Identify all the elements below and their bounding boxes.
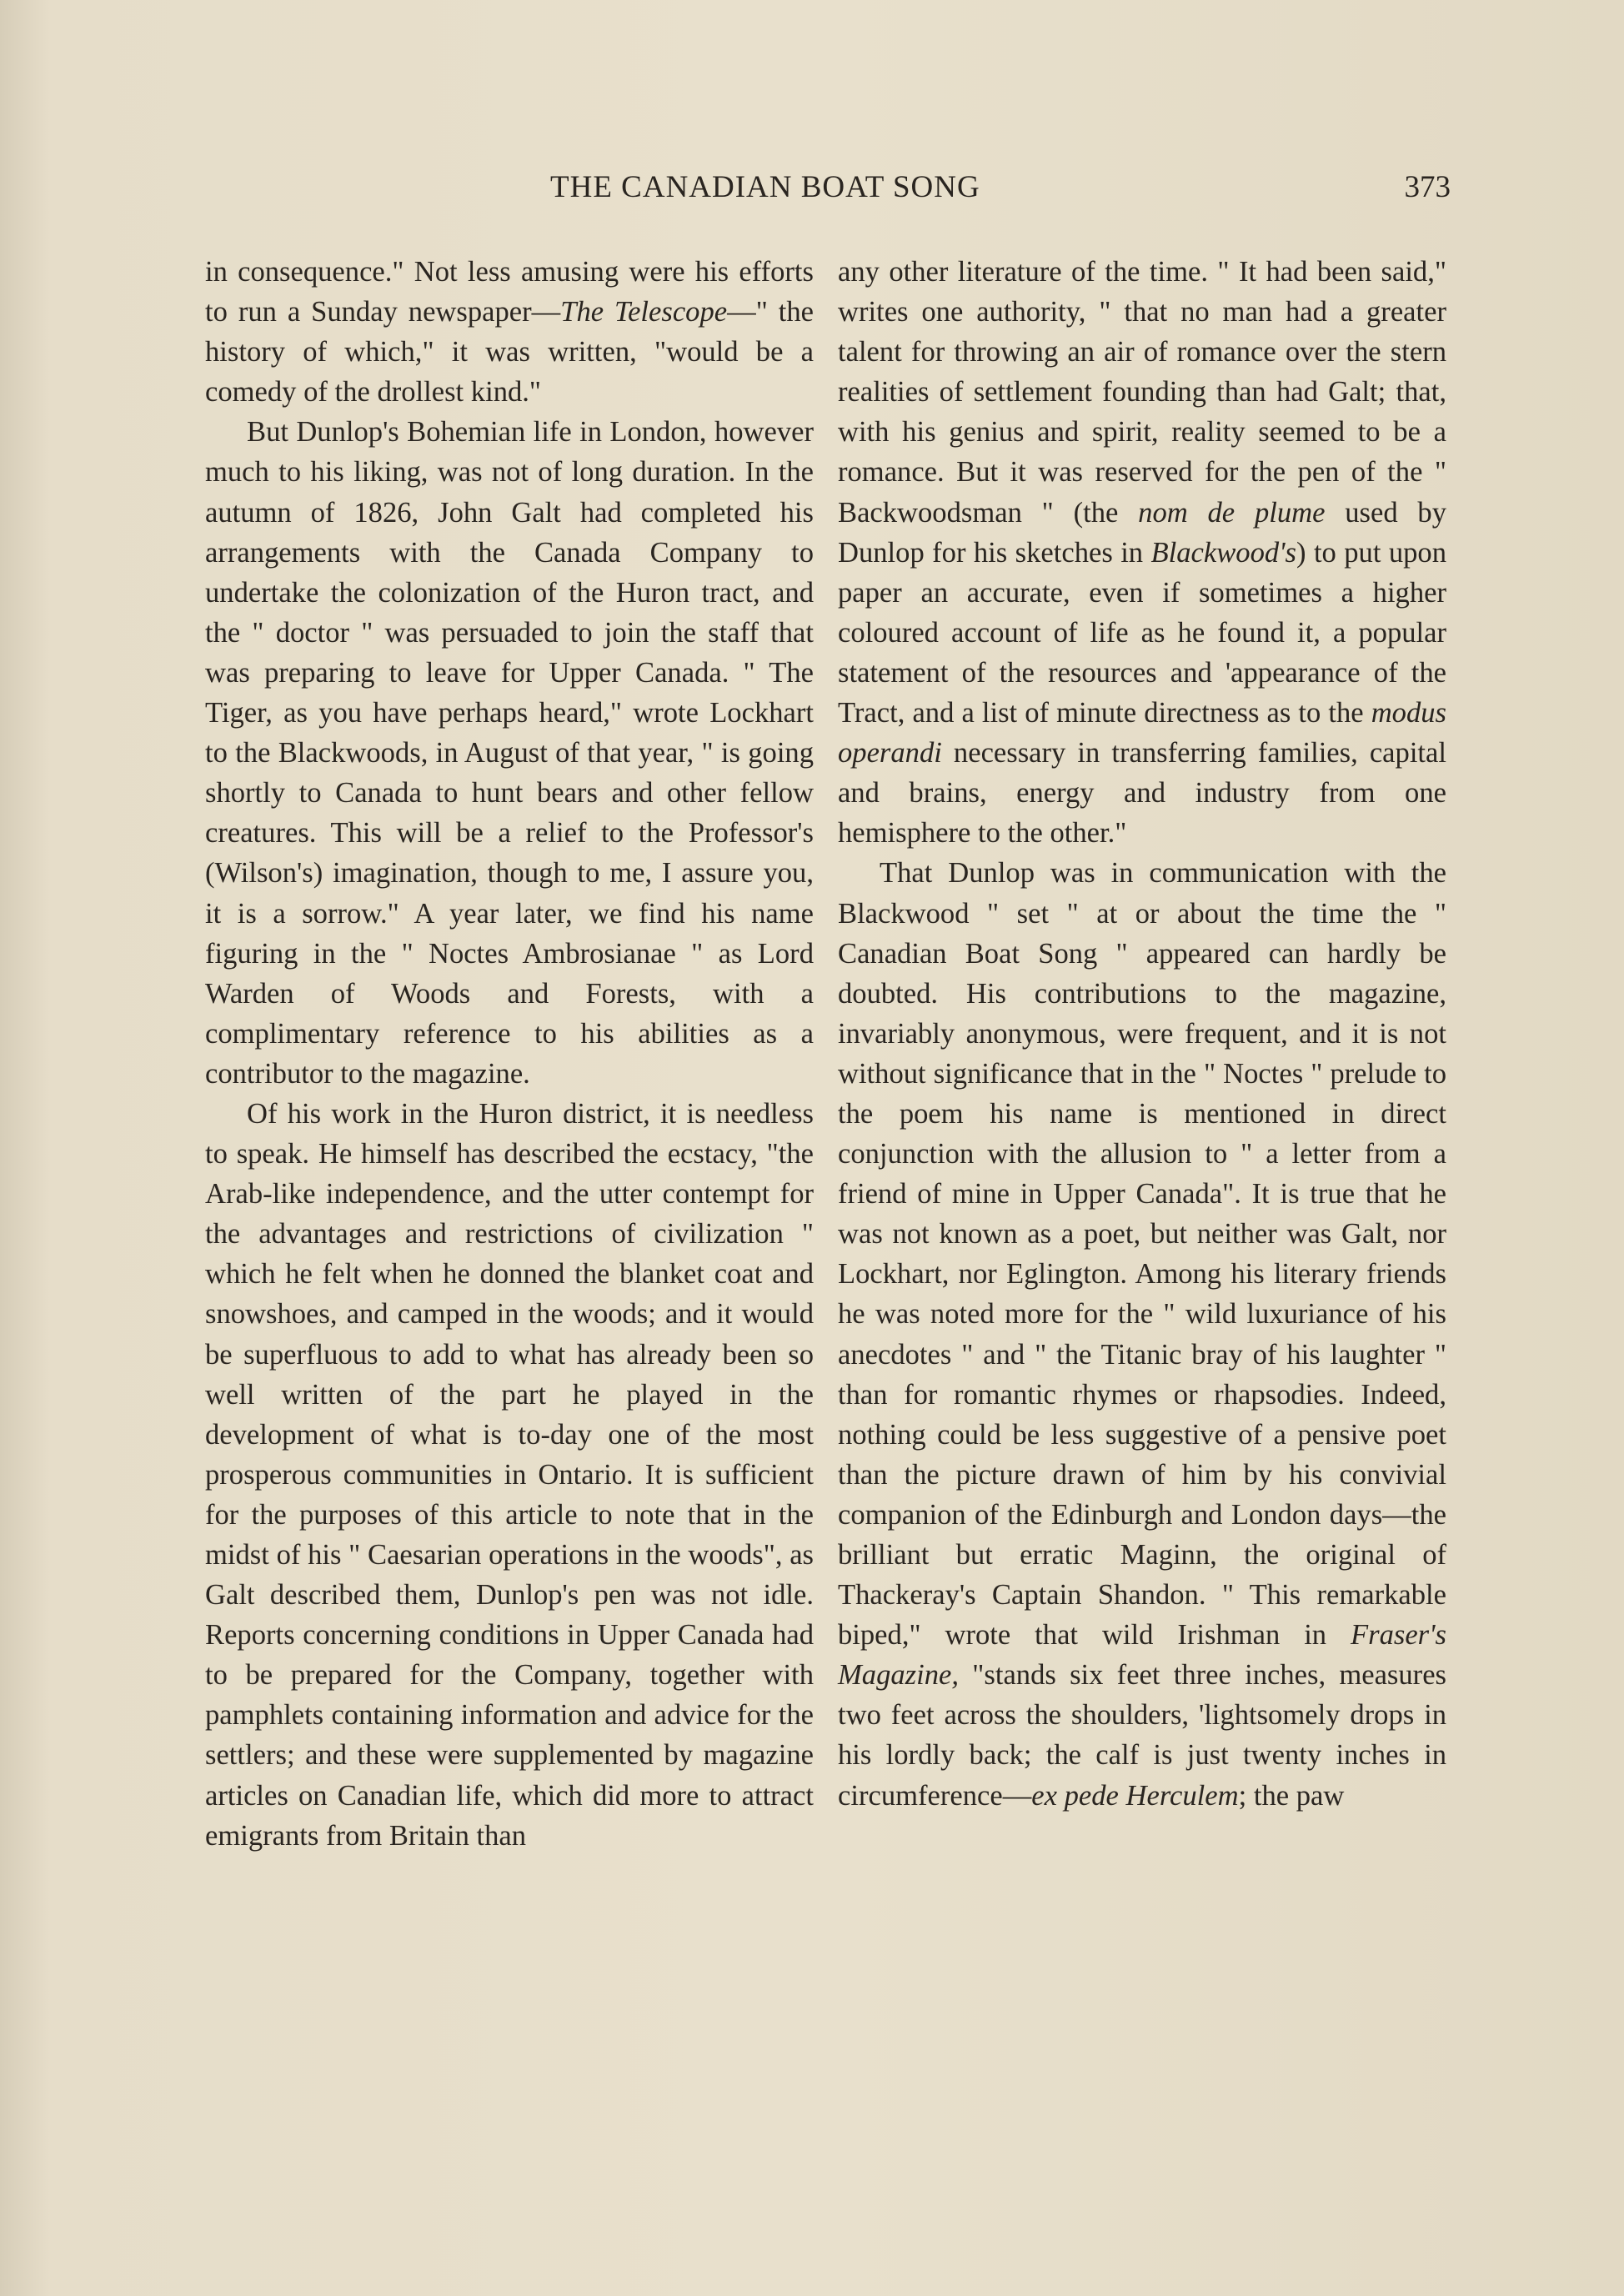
- italic-title: The Telescope: [560, 296, 728, 328]
- right-column: [838, 252, 1446, 1816]
- paragraph: [838, 252, 1446, 853]
- running-title: THE CANADIAN BOAT SONG: [550, 170, 980, 204]
- italic-term: ex pede Herculem: [1031, 1779, 1239, 1812]
- text-segment: That Dunlop was in communication with the Blackwood " set " at or about the time the " Canadian Boat Song " appeared can hardly be doubted. His contributions to the magazine, invariably anonymous, were frequent, and it is not without significance that in the " Noctes " prelude to the poem his name is mentioned in direct conjunction with the allusion to " a letter from a friend of mine in Upper Canada". It is true that he was not known as a poet, but neither was Galt, nor Lockhart, nor Eglington. Among his literary friends he was noted more for the " wild luxuriance of his anecdotes " and " the Titanic bray of his laughter " than for romantic rhymes or rhapsodies. Indeed, nothing could be less suggestive of a pensive poet than the picture drawn of him by his convivial companion of the Edinburgh and London days—the brilliant but erratic Maginn, the original of Thackeray's Captain Shandon. " This remarkable biped," wrote that wild Irishman in: [838, 857, 1446, 1652]
- italic-term: nom de plume: [1138, 496, 1326, 529]
- paragraph: But Dunlop's Bohemian life in London, however much to his liking, was not of long duration. In the autumn of 1826, John Galt had completed his arrangements with the Canada Company to undertake the colonization of the Huron tract, and the " doctor " was persuaded to join the staff that was preparing to leave for Upper Canada. " The Tiger, as you have perhaps heard," wrote Lockhart to the Blackwoods, in August of that year, " is going shortly to Canada to hunt bears and other fellow creatures. This will be a relief to the Professor's (Wilson's) imagination, though to me, I assure you, it is a sorrow." A year later, we find his name figuring in the " Noctes Ambrosianae " as Lord Warden of Woods and Forests, with a complimentary reference to his abilities as a contributor to the magazine.: [205, 416, 814, 1090]
- paragraph: [838, 853, 1446, 1815]
- paragraph: Of his work in the Huron district, it is needless to speak. He himself has described the ecstacy, "the Arab-like independence, and the utter contempt for the advantages and restrictions of civilization " which he felt when he donned the blanket coat and snowshoes, and camped in the woods; and it would be superfluous to add to what has already been so well written of the part he played in the development of what is to-day one of the most prosperous communities in Ontario. It is sufficient for the purposes of this article to note that in the midst of his " Caesarian operations in the woods", as Galt described them, Dunlop's pen was not idle. Reports concerning conditions in Upper Canada had to be prepared for the Company, together with pamphlets containing information and advice for the settlers; and these were supplemented by magazine articles on Canadian life, which did more to attract emigrants from Britain than: [205, 1097, 814, 1852]
- page-number: 373: [1404, 170, 1451, 204]
- text-segment: any other literature of the time. " It had been said," writes one authority, " that no man had a greater talent for throwing an air of romance over the stern realities of settlement founding than had Galt; that, with his genius and spirit, reality seemed to be a romance. But it was reserved for the pen of the " Backwoodsman " (the: [838, 256, 1446, 529]
- text-segment: ) to put upon paper an accurate, even if sometimes a higher coloured account of life as he found it, a popular statement of the resources and 'appearance of the Tract, and a list of minute directness as to the: [838, 536, 1447, 729]
- left-column: [205, 252, 814, 1856]
- text-segment: in consequence." Not less amusing were his efforts to run a Sunday newspaper—: [205, 256, 814, 328]
- text-segment: used by Dunlop for his sketches in: [838, 496, 1447, 569]
- page-header: [200, 169, 1451, 219]
- italic-term: modus operandi: [838, 697, 1446, 770]
- italic-title: Fraser's Magazine,: [838, 1619, 1446, 1692]
- text-segment: ; the paw: [1238, 1779, 1345, 1812]
- text-segment: —" the history of which," it was written, "would be a comedy of the drollest kind.": [205, 296, 814, 409]
- text-segment: "stands six feet three inches, measures two feet across the shoulders, 'lightsomely drops in his lordly back; the calf is just twenty inches in circumference—: [838, 1659, 1446, 1812]
- paragraph: [205, 252, 814, 412]
- italic-title: Blackwood's: [1150, 536, 1297, 569]
- text-segment: necessary in transferring families, capital and brains, energy and industry from one hemisphere to the other.": [838, 737, 1446, 850]
